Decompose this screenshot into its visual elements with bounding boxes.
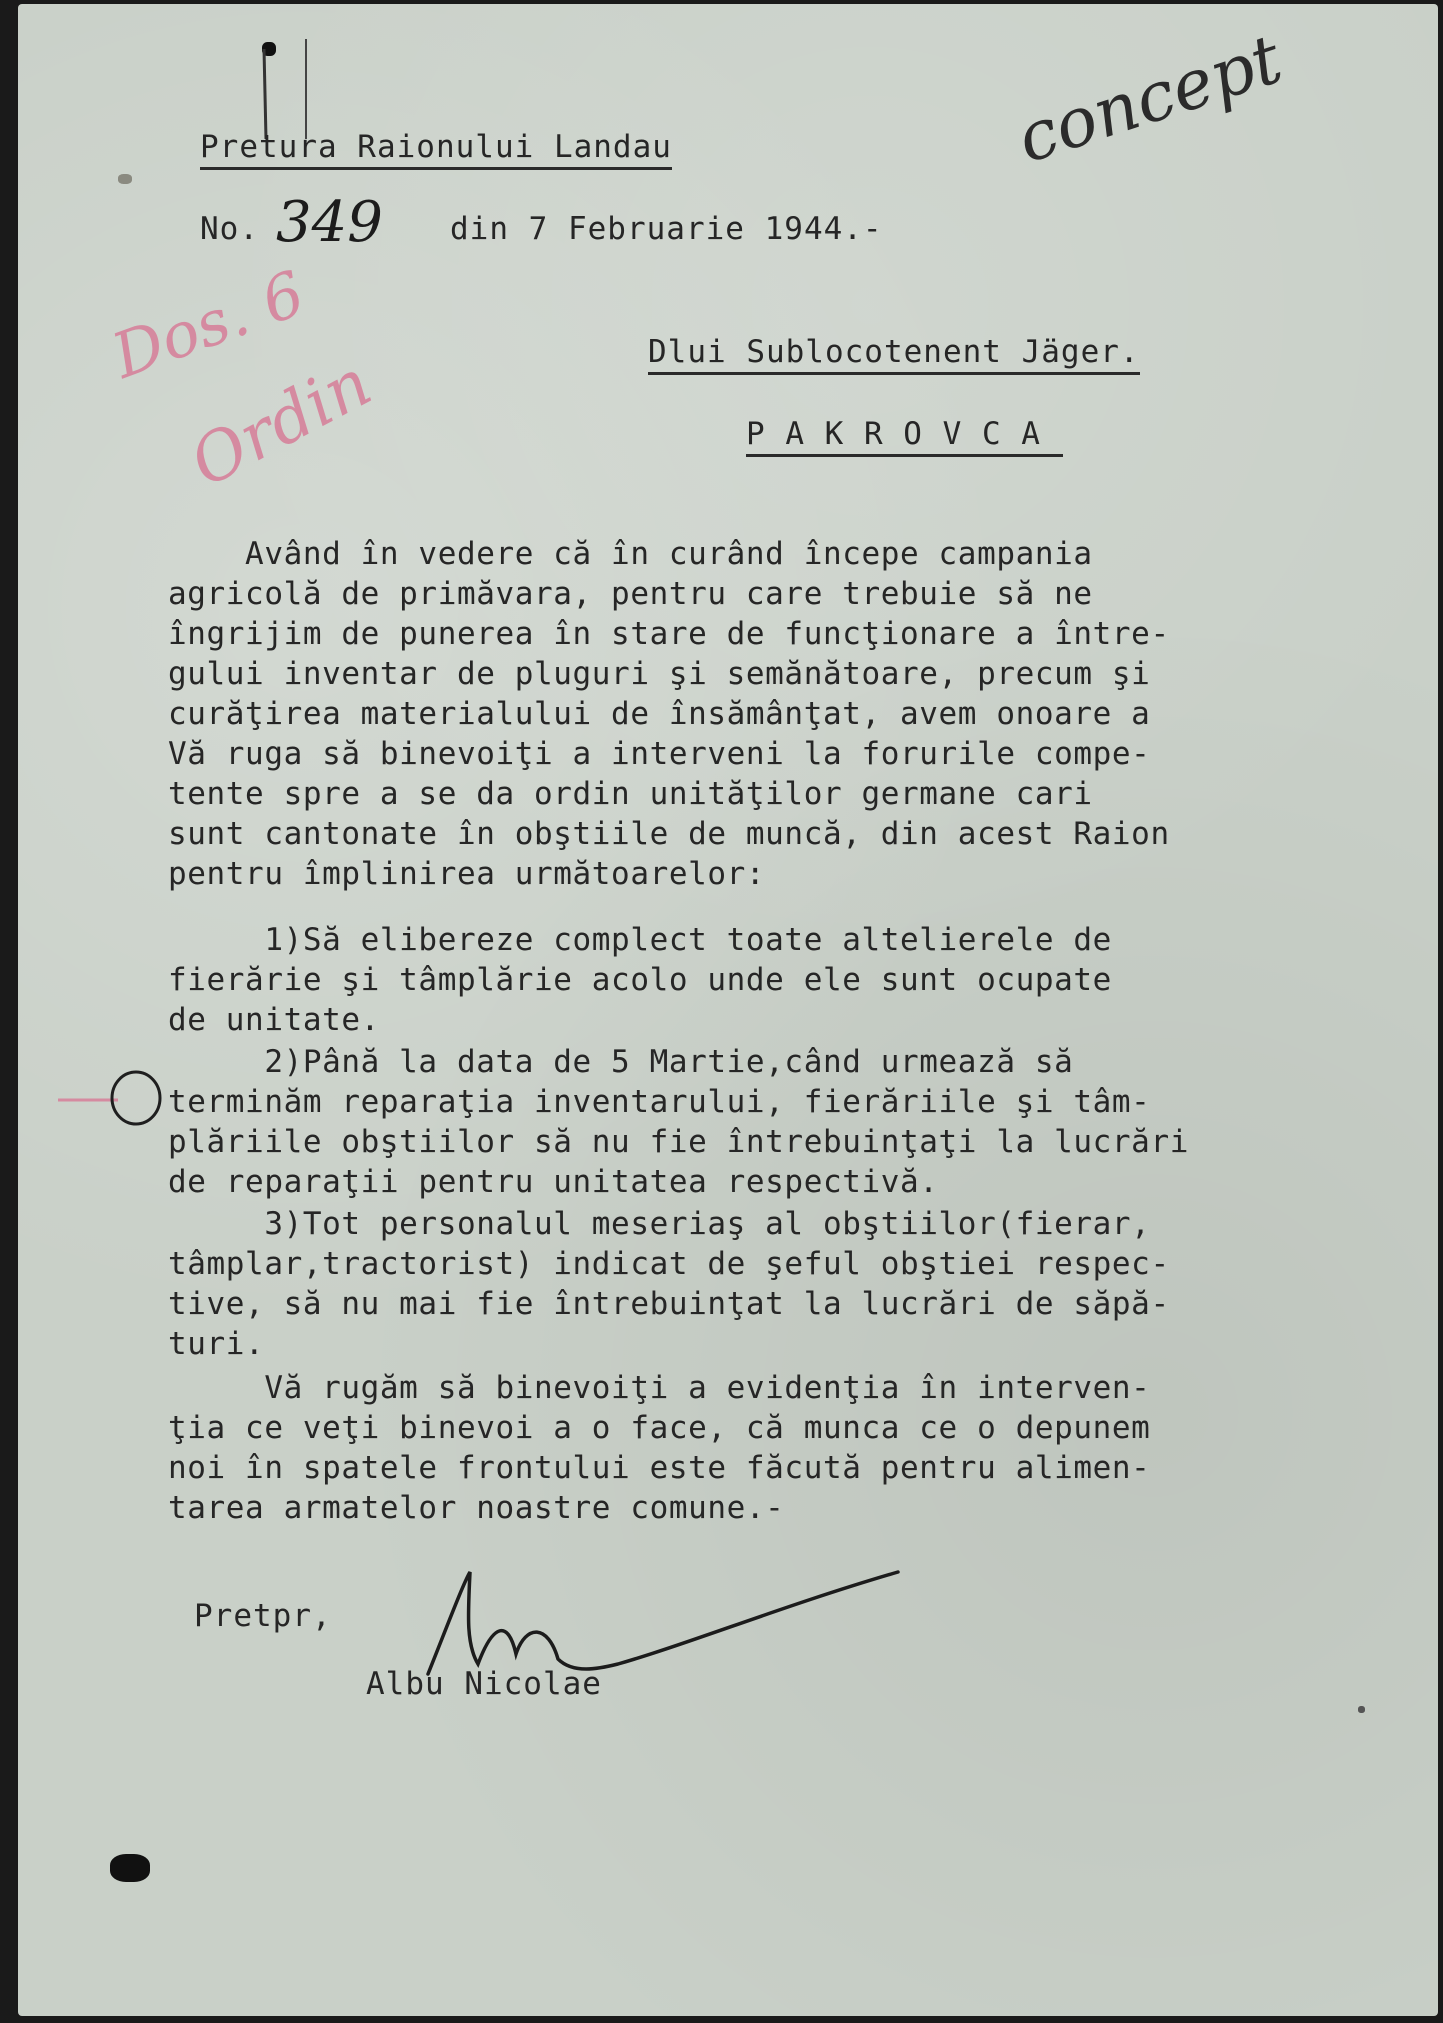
- signature-name: Albu Nicolae: [366, 1666, 602, 1702]
- body-line: agricolă de primăvara, pentru care trebuie să ne: [168, 576, 1093, 612]
- recipient-name: Dlui Sublocotenent Jäger.: [648, 334, 1140, 375]
- recipient-place: P A K R O V C A: [746, 416, 1063, 457]
- body-line: 1)Să elibereze complect toate altelierele de: [168, 922, 1112, 958]
- body-line: 3)Tot personalul meseriaş al obştiilor(fierar,: [168, 1206, 1151, 1242]
- signature-title: Pretpr,: [194, 1598, 332, 1634]
- body-line: Vă ruga să binevoiţi a interveni la forurile compe-: [168, 736, 1151, 772]
- body-line: sunt cantonate în obştiile de muncă, din acest Raion: [168, 816, 1170, 852]
- body-line: tarea armatelor noastre comune.-: [168, 1490, 785, 1526]
- paper-speck: [1358, 1706, 1365, 1713]
- body-line: Având în vedere că în curând începe campania: [168, 536, 1093, 572]
- body-line: Vă rugăm să binevoiţi a evidenţia în interven-: [168, 1370, 1151, 1406]
- body-line: îngrijim de punerea în stare de funcţionare a între-: [168, 616, 1170, 652]
- body-line: tente spre a se da ordin unităţilor germane cari: [168, 776, 1093, 812]
- body-line: 2)Până la data de 5 Martie,când urmează să: [168, 1044, 1074, 1080]
- body-line: turi.: [168, 1326, 265, 1362]
- body-line: curăţirea materialului de însămânţat, avem onoare a: [168, 696, 1151, 732]
- margin-circle-mark: [58, 1064, 168, 1134]
- body-line: tâmplar,tractorist) indicat de şeful obştiei respec-: [168, 1246, 1170, 1282]
- concept-annotation: concept: [1008, 19, 1292, 180]
- body-line: gului inventar de pluguri şi semănătoare, precum şi: [168, 656, 1151, 692]
- body-line: plăriile obştiilor să nu fie întrebuinţaţi la lucrări: [168, 1124, 1189, 1160]
- body-line: tive, să nu mai fie întrebuinţat la lucrări de săpă-: [168, 1286, 1170, 1322]
- dos-annotation: Dos. 6: [103, 256, 314, 393]
- document-date: din 7 Februarie 1944.-: [450, 211, 883, 247]
- body-line: ţia ce veţi binevoi a o face, că munca ce o depunem: [168, 1410, 1151, 1446]
- body-line: pentru împlinirea următoarelor:: [168, 856, 766, 892]
- document-page: [18, 4, 1438, 2016]
- body-line: de reparaţii pentru unitatea respectivă.: [168, 1164, 939, 1200]
- punch-hole-bottom: [110, 1854, 150, 1882]
- document-number-label: No.: [200, 211, 259, 247]
- office-heading: Pretura Raionului Landau: [200, 129, 672, 170]
- body-line: terminăm reparaţia inventarului, fierăriile şi tâm-: [168, 1084, 1151, 1120]
- body-line: noi în spatele frontului este făcută pentru alimen-: [168, 1450, 1151, 1486]
- ordin-annotation: Ordin: [178, 344, 384, 502]
- body-line: de unitate.: [168, 1002, 380, 1038]
- body-line: fierărie şi tâmplărie acolo unde ele sunt ocupate: [168, 962, 1112, 998]
- pencil-ticks: [248, 34, 328, 144]
- paper-speck: [118, 174, 132, 184]
- document-number-value: 349: [276, 190, 383, 255]
